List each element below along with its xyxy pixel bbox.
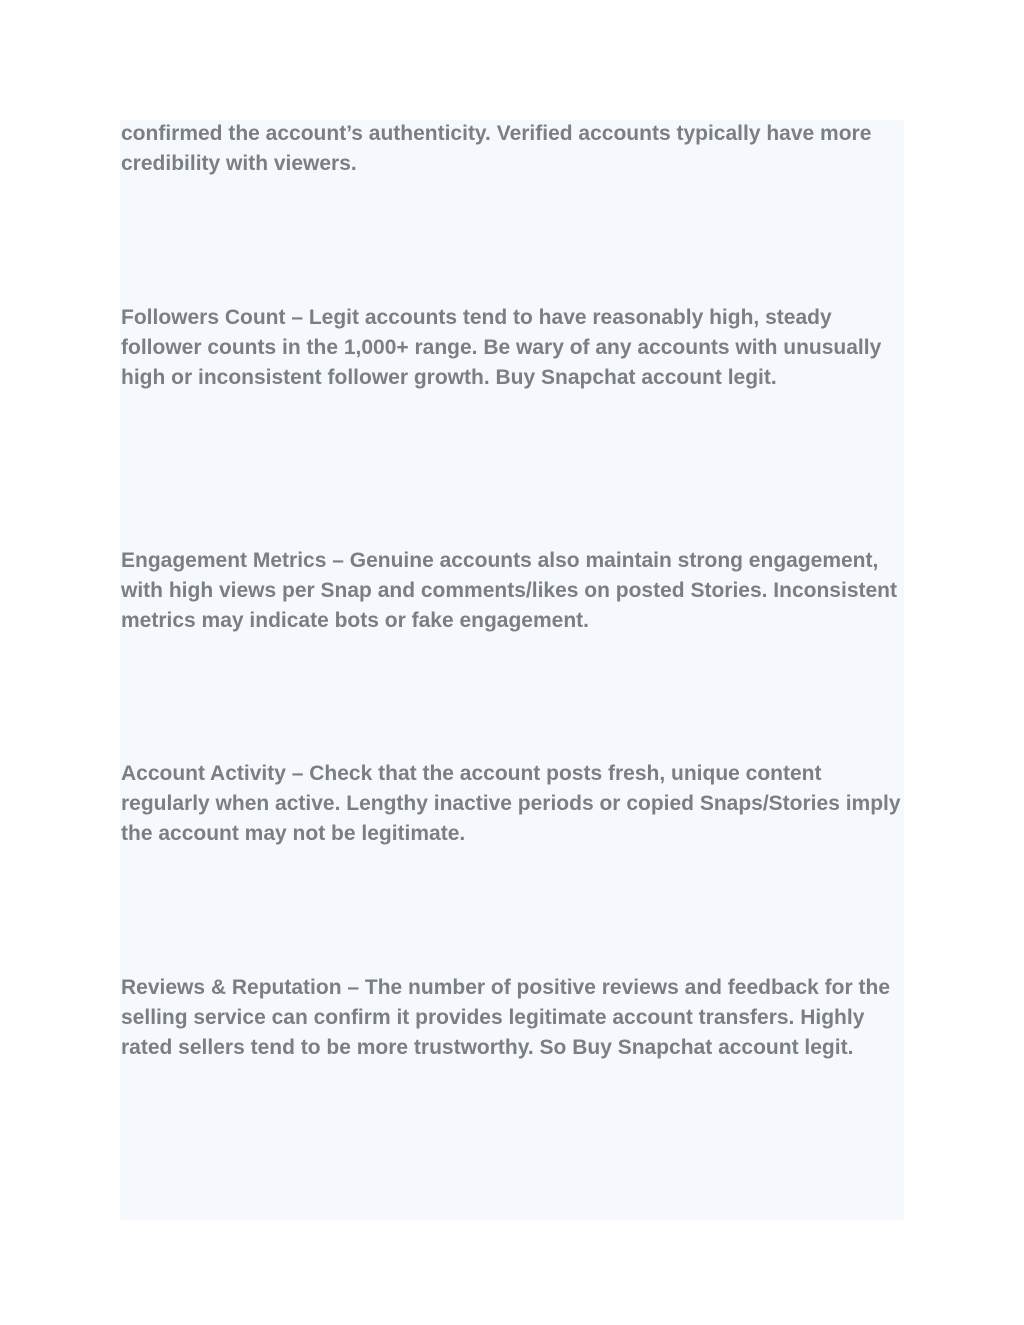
paragraph-verified-continuation: confirmed the account’s authenticity. Verified accounts typically have more credibility with viewers. xyxy=(121,122,872,175)
paragraph-followers-count: Followers Count – Legit accounts tend to have reasonably high, steady follower counts in the 1,000+ range. Be wary of any accounts with unusually high or inconsistent follower growth. Buy Snapchat account legit. xyxy=(121,306,882,389)
paragraph-engagement-metrics: Engagement Metrics – Genuine accounts also maintain strong engagement, with high views per Snap and comments/likes on posted Stories. Inconsistent metrics may indicate bots or fake engagement. xyxy=(121,549,897,632)
paragraph-account-activity: Account Activity – Check that the account posts fresh, unique content regularly when active. Lengthy inactive periods or copied Snaps/Stories imply the account may not be legitimate. xyxy=(121,762,901,845)
paragraph-reviews-reputation: Reviews & Reputation – The number of positive reviews and feedback for the selling service can confirm it provides legitimate account transfers. Highly rated sellers tend to be more trustworthy. So Buy Snapchat account legit. xyxy=(121,976,891,1059)
